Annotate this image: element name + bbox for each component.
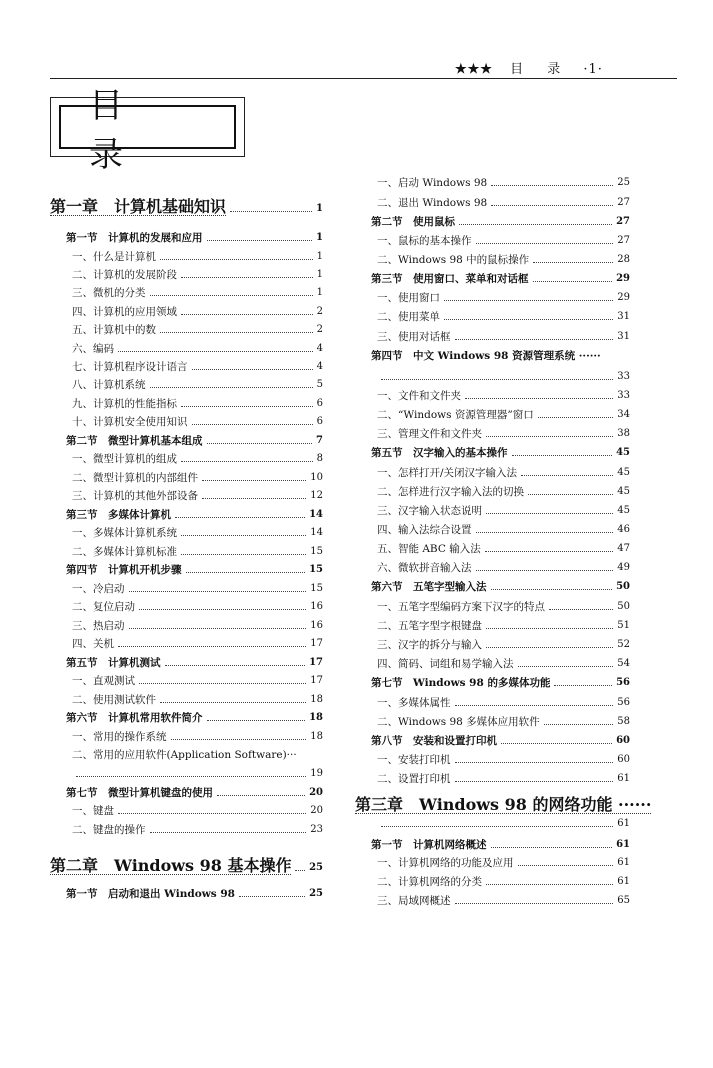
leader-dots: [512, 455, 613, 456]
toc-page-number: 31: [617, 331, 630, 342]
toc-section: [355, 270, 630, 286]
toc-entry: [355, 636, 630, 652]
toc-entry: [355, 617, 630, 633]
leader-dots: [160, 332, 313, 333]
toc-page-number: 45: [617, 467, 630, 478]
leader-dots: [139, 683, 306, 684]
toc-entry: [50, 802, 323, 818]
leader-dots: [476, 243, 614, 244]
leader-dots: [76, 776, 306, 777]
leader-dots: [444, 319, 613, 320]
toc-section: [355, 578, 630, 594]
leader-dots: [118, 351, 313, 352]
toc-label: 二、计算机网络的分类: [377, 876, 482, 888]
leader-dots: [518, 666, 614, 667]
toc-label: 一、启动 Windows 98: [377, 177, 488, 189]
toc-entry: [355, 289, 630, 305]
toc-entry: [355, 770, 630, 786]
toc-entry: [50, 284, 323, 300]
toc-page-number: 6: [316, 398, 323, 409]
toc-page-number: 52: [617, 639, 630, 650]
leader-dots: [455, 903, 614, 904]
toc-section: [355, 674, 630, 690]
toc-label: 第二节 微型计算机基本组成: [66, 435, 203, 447]
toc-label: 第一节 计算机的发展和应用: [66, 232, 203, 244]
toc-label: 第六节 计算机常用软件简介: [66, 712, 203, 724]
toc-label: 第二章 Windows 98 基本操作: [50, 856, 292, 875]
toc-section: [50, 885, 323, 901]
toc-entry: [355, 425, 630, 441]
leader-dots: [129, 628, 307, 629]
toc-page-number: 61: [617, 818, 630, 829]
toc-section: [355, 213, 630, 229]
toc-page-number: 27: [617, 197, 630, 208]
leader-dots: [192, 369, 313, 370]
running-header: [455, 58, 675, 77]
toc-label: 一、怎样打开/关闭汉字输入法: [377, 467, 518, 479]
toc-label: 第四节 计算机开机步骤: [66, 564, 182, 576]
toc-page-number: 15: [309, 564, 323, 575]
leader-dots: [491, 205, 613, 206]
toc-page-number: 51: [617, 620, 630, 631]
toc-label: 一、文件和文件夹: [377, 390, 461, 402]
toc-label: 第六节 五笔字型输入法: [371, 581, 487, 593]
toc-page-number: 50: [617, 601, 630, 612]
leader-dots: [295, 870, 305, 871]
toc-page-number: 33: [617, 371, 630, 382]
leader-dots: [217, 795, 305, 796]
leader-dots: [491, 589, 613, 590]
toc-label: 第二节 使用鼠标: [371, 216, 455, 228]
toc-entry: [355, 694, 630, 710]
toc-page-number: 17: [310, 675, 323, 686]
toc-label: 第一节 启动和退出 Windows 98: [66, 888, 235, 900]
toc-label: 二、使用菜单: [377, 311, 440, 323]
toc-page-number: 8: [316, 453, 323, 464]
toc-entry: [50, 450, 323, 466]
toc-label: 二、多媒体计算机标准: [72, 546, 177, 558]
toc-page-number: 1: [316, 287, 323, 298]
toc-entry: [50, 543, 323, 559]
toc-page-number: 12: [310, 490, 323, 501]
toc-page-number: 1: [316, 269, 323, 280]
toc-chapter: [50, 194, 323, 216]
toc-entry: [355, 540, 630, 556]
toc-page-number: 16: [310, 620, 323, 631]
toc-section: [355, 444, 630, 460]
toc-page-number: 17: [309, 657, 323, 668]
toc-page-number: 50: [616, 581, 630, 592]
header-page-number: ·1·: [583, 62, 603, 77]
toc-entry: [355, 713, 630, 729]
toc-page-number: 1: [316, 232, 323, 243]
toc-page-number: 65: [617, 895, 630, 906]
toc-page-number: 29: [616, 273, 630, 284]
toc-label: 三、热启动: [72, 620, 125, 632]
leader-dots: [181, 535, 306, 536]
leader-dots: [476, 532, 614, 533]
toc-page-number: 20: [309, 787, 323, 798]
main-title: 目 录: [59, 105, 236, 149]
toc-entry: [50, 413, 323, 429]
toc-label: 第三节 使用窗口、菜单和对话框: [371, 273, 529, 285]
toc-page-number: 16: [310, 601, 323, 612]
leader-dots: [549, 609, 613, 610]
toc-label: 三、微机的分类: [72, 287, 146, 299]
toc-label: 第七节 Windows 98 的多媒体功能: [371, 677, 551, 689]
leader-dots: [455, 705, 614, 706]
toc-entry: [355, 892, 630, 908]
leader-dots: [181, 554, 306, 555]
toc-page-number: 20: [310, 805, 323, 816]
toc-entry: [355, 174, 630, 190]
leader-dots: [455, 762, 614, 763]
leader-dots: [181, 277, 313, 278]
toc-entry: [50, 248, 323, 264]
toc-label: 二、复位启动: [72, 601, 135, 613]
leader-dots: [181, 314, 313, 315]
toc-page-number: 56: [617, 697, 630, 708]
toc-label: 七、计算机程序设计语言: [72, 361, 188, 373]
toc-page-number: 18: [310, 694, 323, 705]
toc-label: 一、直观测试: [72, 675, 135, 687]
toc-page-number: 58: [617, 716, 630, 727]
toc-page-number: 29: [617, 292, 630, 303]
leader-dots: [486, 647, 613, 648]
toc-entry: [355, 655, 630, 671]
toc-label: 一、冷启动: [72, 583, 125, 595]
toc-entry: [50, 395, 323, 411]
leader-dots: [455, 781, 614, 782]
toc-page-number: 15: [310, 546, 323, 557]
toc-section: [50, 506, 323, 522]
toc-label: 三、计算机的其他外部设备: [72, 490, 198, 502]
toc-label: 第七节 微型计算机键盘的使用: [66, 787, 213, 799]
toc-entry: [355, 854, 630, 870]
toc-page-number: 27: [616, 216, 630, 227]
toc-section: [355, 347, 630, 363]
leader-dots: [544, 724, 614, 725]
leader-dots: [186, 572, 306, 573]
toc-entry: [355, 308, 630, 324]
toc-label: 十、计算机安全使用知识: [72, 416, 188, 428]
toc-label: 三、使用对话框: [377, 331, 451, 343]
leader-dots: [486, 884, 613, 885]
toc-label: 一、五笔字型编码方案下汉字的特点: [377, 601, 545, 613]
toc-entry: [355, 464, 630, 480]
toc-entry: [355, 502, 630, 518]
toc-page-number: 4: [316, 343, 323, 354]
toc-label: 一、什么是计算机: [72, 251, 156, 263]
toc-entry: [355, 483, 630, 499]
toc-entry: [355, 194, 630, 210]
leader-dots: [501, 743, 612, 744]
toc-entry: [50, 746, 323, 762]
toc-label: 四、简码、词组和易学输入法: [377, 658, 514, 670]
leader-dots: [465, 398, 613, 399]
toc-label: 二、“Windows 资源管理器”窗口: [377, 409, 534, 421]
toc-label: 二、使用测试软件: [72, 694, 156, 706]
toc-page-number: 5: [316, 379, 323, 390]
toc-label: 五、智能 ABC 输入法: [377, 543, 481, 555]
toc-entry: [355, 328, 630, 344]
toc-entry: [355, 521, 630, 537]
toc-page-number: 45: [617, 486, 630, 497]
leader-dots: [486, 436, 613, 437]
toc-section: [50, 432, 323, 448]
toc-entry: [355, 251, 630, 267]
toc-page-number: 56: [616, 677, 630, 688]
toc-entry: [50, 821, 323, 837]
toc-section: [50, 654, 323, 670]
toc-page-number: 14: [309, 509, 323, 520]
toc-label: 三、汉字输入状态说明: [377, 505, 482, 517]
leader-dots: [150, 295, 313, 296]
toc-section: [50, 784, 323, 800]
leader-dots: [207, 240, 313, 241]
toc-page-number: 38: [617, 428, 630, 439]
toc-entry: [50, 358, 323, 374]
leader-dots: [476, 570, 614, 571]
toc-section: [50, 561, 323, 577]
leader-dots: [455, 339, 614, 340]
leader-dots: [486, 628, 613, 629]
leader-dots: [538, 417, 614, 418]
title-box: [50, 86, 245, 175]
leader-dots: [160, 702, 306, 703]
toc-label: 一、鼠标的基本操作: [377, 235, 472, 247]
leader-dots: [118, 646, 306, 647]
toc-entry: [50, 524, 323, 540]
leader-dots: [118, 813, 306, 814]
toc-page-number: 2: [316, 324, 323, 335]
toc-label: 四、输入法综合设置: [377, 524, 472, 536]
leader-dots: [139, 609, 306, 610]
leader-dots: [521, 475, 613, 476]
toc-entry: [355, 873, 630, 889]
leader-dots: [192, 424, 313, 425]
leader-dots: [129, 591, 307, 592]
toc-entry: [355, 751, 630, 767]
toc-label: 六、编码: [72, 343, 114, 355]
toc-page-number: 28: [617, 254, 630, 265]
toc-label: 一、多媒体属性: [377, 697, 451, 709]
toc-label: 第一节 计算机网络概述: [371, 839, 487, 851]
toc-label: 三、汉字的拆分与输入: [377, 639, 482, 651]
toc-entry: [50, 487, 323, 503]
toc-page-number: 10: [310, 472, 323, 483]
toc-label: 二、键盘的操作: [72, 824, 146, 836]
toc-page-number: 17: [310, 638, 323, 649]
leader-dots: [554, 685, 612, 686]
toc-chapter: [355, 792, 652, 814]
toc-label: 第五节 汉字输入的基本操作: [371, 447, 508, 459]
toc-label: 二、怎样进行汉字输入法的切换: [377, 486, 524, 498]
toc-label: 四、关机: [72, 638, 114, 650]
toc-entry: [50, 340, 323, 356]
toc-entry: [50, 580, 323, 596]
toc-entry: [50, 321, 323, 337]
toc-label: 二、退出 Windows 98: [377, 197, 488, 209]
toc-entry: [50, 691, 323, 707]
toc-label: 二、Windows 98 中的鼠标操作: [377, 254, 530, 266]
toc-entry: [355, 387, 630, 403]
leader-dots: [207, 720, 306, 721]
toc-label: 一、常用的操作系统: [72, 731, 167, 743]
toc-chapter: [50, 853, 323, 875]
leader-dots: [160, 259, 313, 260]
toc-label: 四、计算机的应用领域: [72, 306, 177, 318]
toc-section: [50, 229, 323, 245]
toc-label: 第三节 多媒体计算机: [66, 509, 171, 521]
toc-section: [355, 836, 630, 852]
toc-entry: [50, 672, 323, 688]
toc-entry: [355, 232, 630, 248]
toc-label: 一、使用窗口: [377, 292, 440, 304]
toc-entry: [355, 815, 630, 831]
toc-section: [355, 732, 630, 748]
toc-label: 二、微型计算机的内部组件: [72, 472, 198, 484]
leader-dots: [239, 896, 305, 897]
toc-entry: [50, 469, 323, 485]
leader-dots: [491, 185, 613, 186]
toc-entry: [50, 376, 323, 392]
toc-page-number: 25: [617, 177, 630, 188]
toc-page-number: 49: [617, 562, 630, 573]
toc-section: [50, 709, 323, 725]
toc-entry: [50, 635, 323, 651]
toc-page-number: 1: [316, 251, 323, 262]
toc-page-number: 61: [617, 773, 630, 784]
leader-dots: [381, 379, 613, 380]
toc-label: 九、计算机的性能指标: [72, 398, 177, 410]
toc-entry: [50, 617, 323, 633]
toc-page-number: 61: [616, 839, 630, 850]
leader-dots: [491, 847, 613, 848]
toc-entry: [50, 728, 323, 744]
toc-page-number: 60: [617, 754, 630, 765]
toc-label: 二、常用的应用软件(Application Software)···: [72, 749, 297, 761]
toc-page-number: 14: [310, 527, 323, 538]
toc-entry: [50, 765, 323, 781]
toc-page-number: 23: [310, 824, 323, 835]
toc-page-number: 45: [616, 447, 630, 458]
toc-entry: [50, 303, 323, 319]
leader-dots: [518, 865, 614, 866]
header-stars: ★★★: [455, 62, 493, 77]
toc-label: 二、五笔字型字根键盘: [377, 620, 482, 632]
toc-label: 二、设置打印机: [377, 773, 451, 785]
leader-dots: [485, 551, 614, 552]
leader-dots: [533, 262, 613, 263]
toc-label: 八、计算机系统: [72, 379, 146, 391]
leader-dots: [486, 513, 613, 514]
toc-page-number: 7: [316, 435, 323, 446]
leader-dots: [150, 387, 313, 388]
leader-dots: [181, 461, 313, 462]
toc-page-number: 33: [617, 390, 630, 401]
toc-label: 一、键盘: [72, 805, 114, 817]
toc-page-number: 15: [310, 583, 323, 594]
toc-label: 三、管理文件和文件夹: [377, 428, 482, 440]
toc-label: 一、多媒体计算机系统: [72, 527, 177, 539]
toc-page-number: 2: [316, 306, 323, 317]
leader-dots: [533, 281, 613, 282]
toc-page-number: 34: [617, 409, 630, 420]
leader-dots: [381, 826, 613, 827]
toc-page-number: 46: [617, 524, 630, 535]
leader-dots: [444, 300, 613, 301]
leader-dots: [459, 224, 612, 225]
toc-label: 第三章 Windows 98 的网络功能 ······: [355, 795, 652, 814]
leader-dots: [230, 211, 312, 212]
toc-entry: [355, 406, 630, 422]
leader-dots: [150, 832, 307, 833]
toc-label: 六、微软拼音输入法: [377, 562, 472, 574]
toc-label: 二、Windows 98 多媒体应用软件: [377, 716, 540, 728]
leader-dots: [171, 739, 307, 740]
toc-page-number: 31: [617, 311, 630, 322]
toc-page-number: 6: [316, 416, 323, 427]
toc-page-number: 18: [309, 712, 323, 723]
toc-label: 第五节 计算机测试: [66, 657, 161, 669]
toc-label: 一、安装打印机: [377, 754, 451, 766]
leader-dots: [202, 480, 306, 481]
toc-page-number: 25: [309, 862, 323, 873]
toc-page-number: 18: [310, 731, 323, 742]
toc-page-number: 25: [309, 888, 323, 899]
toc-label: 五、计算机中的数: [72, 324, 156, 336]
toc-page-number: 19: [310, 768, 323, 779]
toc-entry: [50, 266, 323, 282]
toc-label: 二、计算机的发展阶段: [72, 269, 177, 281]
toc-label: 一、计算机网络的功能及应用: [377, 857, 514, 869]
leader-dots: [175, 517, 305, 518]
toc-page-number: 54: [617, 658, 630, 669]
toc-page-number: 4: [316, 361, 323, 372]
leader-dots: [181, 406, 313, 407]
toc-page-number: 61: [617, 876, 630, 887]
toc-label: 第八节 安装和设置打印机: [371, 735, 497, 747]
toc-page-number: 60: [616, 735, 630, 746]
leader-dots: [165, 665, 306, 666]
toc-label: 三、局域网概述: [377, 895, 451, 907]
toc-page-number: 27: [617, 235, 630, 246]
toc-entry: [355, 559, 630, 575]
toc-page-number: 1: [316, 203, 323, 214]
toc-label: 第四节 中文 Windows 98 资源管理系统 ······: [371, 350, 601, 362]
toc-page-number: 61: [617, 857, 630, 868]
header-title: 目 录: [510, 62, 571, 77]
toc-label: 第一章 计算机基础知识: [50, 197, 227, 216]
toc-label: 一、微型计算机的组成: [72, 453, 177, 465]
toc-entry: [355, 368, 630, 384]
leader-dots: [528, 494, 613, 495]
toc-entry: [50, 598, 323, 614]
toc-page-number: 45: [617, 505, 630, 516]
toc-entry: [355, 598, 630, 614]
leader-dots: [207, 443, 313, 444]
leader-dots: [202, 498, 306, 499]
toc-page-number: 47: [617, 543, 630, 554]
